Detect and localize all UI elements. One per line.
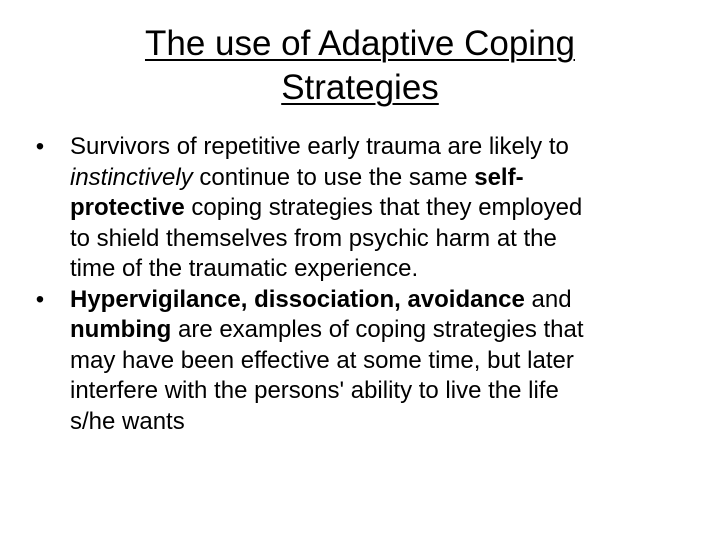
text-run: time of the traumatic experience. [70, 255, 419, 282]
bullet-marker: • [35, 133, 45, 160]
bold-run: protective [70, 194, 185, 221]
bullet-line [70, 193, 690, 224]
text-run: coping strategies that they employed [184, 194, 583, 221]
bold-run: Hypervigilance, dissociation, avoidance [70, 285, 525, 313]
bullet-line [70, 132, 690, 163]
bullet-line [70, 254, 690, 285]
bullet-item-hypervigilance [30, 285, 690, 438]
bullet-marker: • [35, 285, 45, 313]
bullet-line [70, 163, 690, 194]
text-run: may have been effective at some time, but later [70, 346, 574, 374]
bullet-line [70, 376, 690, 407]
bullet-line [70, 224, 690, 255]
bullet-line [70, 346, 690, 377]
text-run: s/he wants [70, 407, 185, 435]
bullet-line [70, 285, 690, 316]
text-run: to shield themselves from psychic harm at the [70, 224, 557, 252]
bullet-text [70, 132, 690, 285]
bullet-line [70, 315, 690, 346]
text-run: continue to use the same [192, 163, 475, 191]
text-run: are examples of coping strategies that [171, 316, 584, 343]
bold-run: self- [474, 163, 524, 191]
bullet-text [70, 285, 690, 438]
text-run: interfere with the persons' ability to live the life [70, 377, 559, 404]
italic-run: instinctively [70, 163, 193, 191]
slide-title-line-1: The use of Adaptive Coping [144, 24, 575, 63]
slide-title [60, 22, 660, 110]
text-run: Survivors of repetitive early trauma are likely to [70, 133, 569, 160]
bullet-item-survivors [30, 132, 690, 285]
bold-run: numbing [70, 316, 172, 343]
slide-title-line-2: Strategies [281, 68, 439, 107]
text-run: and [524, 285, 572, 313]
bullet-line [70, 407, 690, 438]
bullet-list [30, 132, 690, 437]
